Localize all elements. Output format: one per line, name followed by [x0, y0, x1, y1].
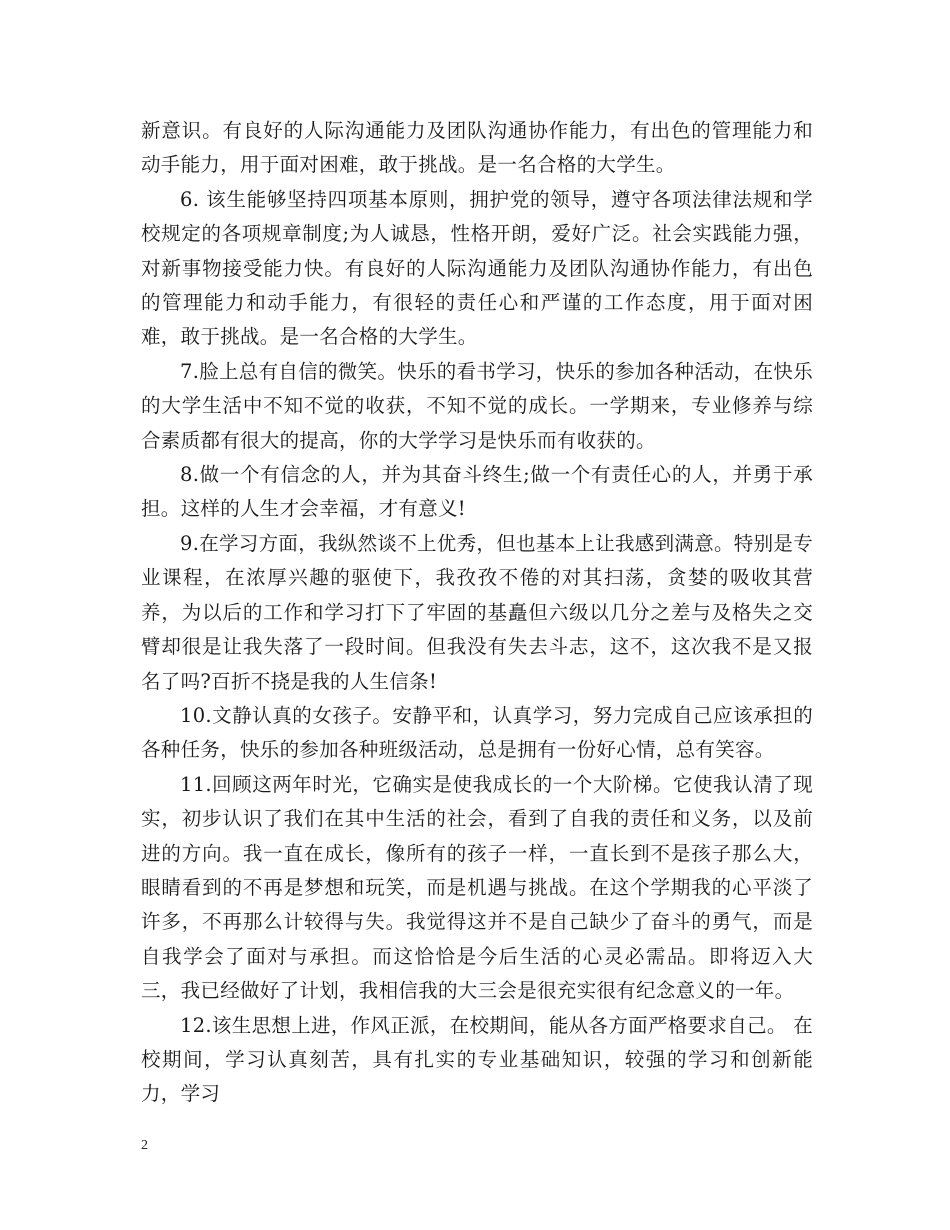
paragraph-item-12: 12.该生思想上进，作风正派，在校期间，能从各方面严格要求自己。 在校期间，学习认真刻苦，具有扎实的专业基础知识，较强的学习和创新能力，学习 — [141, 1013, 813, 1106]
paragraph-item-11: 11.回顾这两年时光，它确实是使我成长的一个大阶梯。它使我认清了现实，初步认识了我们在其中生活的社会，看到了自我的责任和义务，以及前进的方向。我一直在成长，像所有的孩子一样，一直长到不是孩子那么大，眼睛看到的不再是梦想和玩笑，而是机遇与挑战。在这个学期我的心平淡了许多，不再那么计较得与失。我觉得这并不是自己缺少了奋斗的勇气，而是自我学会了面对与承担。而这恰恰是今后生活的心灵必需品。即将迈入大三，我已经做好了计划，我相信我的大三会是很充实很有纪念意义的一年。 — [141, 772, 813, 1003]
paragraph-item-8: 8.做一个有信念的人，并为其奋斗终生;做一个有责任心的人，并勇于承担。这样的人生才会幸福，才有意义! — [141, 463, 813, 521]
paragraph-continuation: 新意识。有良好的人际沟通能力及团队沟通协作能力，有出色的管理能力和动手能力，用于面对困难，敢于挑战。是一名合格的大学生。 — [141, 119, 813, 177]
paragraph-item-10: 10.文静认真的女孩子。安静平和，认真学习，努力完成自己应该承担的各种任务，快乐的参加各种班级活动，总是拥有一份好心情，总有笑容。 — [141, 703, 813, 762]
page-number: 2 — [141, 1138, 148, 1153]
paragraph-item-9: 9.在学习方面，我纵然谈不上优秀，但也基本上让我感到满意。特别是专业课程，在浓厚兴趣的驱使下，我孜孜不倦的对其扫荡，贪婪的吸收其营养，为以后的工作和学习打下了牢固的基矗但六级以几分之差与及格失之交臂却很是让我失落了一段时间。但我没有失去斗志，这不，这次我不是又报名了吗?百折不挠是我的人生信条! — [141, 531, 814, 693]
body-text — [141, 114, 813, 1112]
paragraph-item-7: 7.脸上总有自信的微笑。快乐的看书学习，快乐的参加各种活动，在快乐的大学生活中不知不觉的收获，不知不觉的成长。一学期来，专业修养与综合素质都有很大的提高，你的大学学习是快乐而有收获的。 — [141, 359, 814, 452]
paragraph-item-6: 6. 该生能够坚持四项基本原则，拥护党的领导，遵守各项法律法规和学校规定的各项规章制度;为人诚恳，性格开朗，爱好广泛。社会实践能力强，对新事物接受能力快。有良好的人际沟通能力及团队沟通协作能力，有出色的管理能力和动手能力，有很轻的责任心和严谨的工作态度，用于面对困难，敢于挑战。是一名合格的大学生。 — [141, 187, 813, 349]
